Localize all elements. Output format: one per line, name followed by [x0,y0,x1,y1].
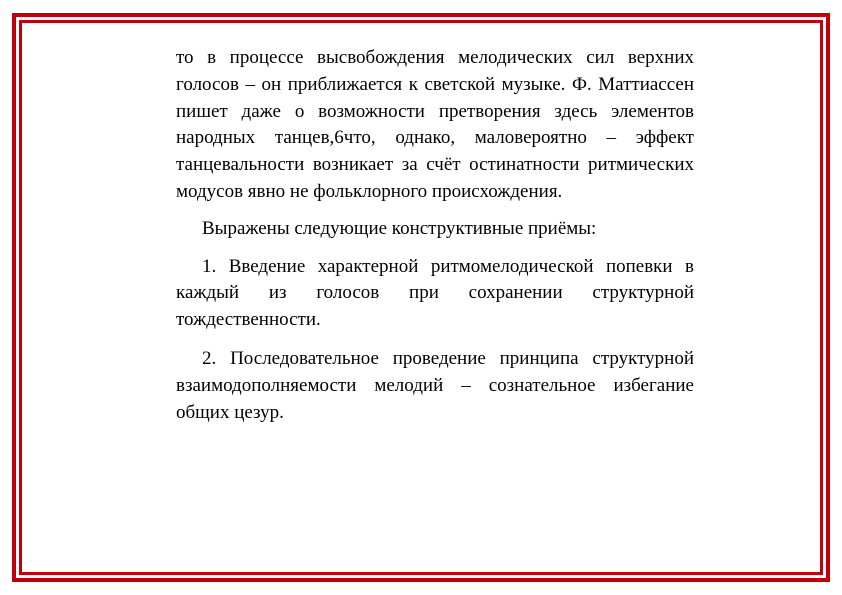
document-body [176,45,694,426]
paragraph-continuation: то в процессе высвобождения мелодических сил верхних голосов – он приближается к светской музыке. Ф. Маттиассен пишет даже о возможности претворения здесь элементов народных танцев,6что, однако, маловероятно – эффект танцевальности возникает за счёт остинатности ритмических модусов явно не фольклорного происхождения. [176,47,694,202]
list-item-technique-2: 2. Последовательное проведение принципа структурной взаимодополняемости мелодий – сознательное избегание общих цезур. [176,347,694,423]
list-item-technique-1: 1. Введение характерной ритмомелодической попевки в каждый из голосов при сохранении структурной тождественности. [176,255,694,331]
paragraph-techniques-intro: Выражены следующие конструктивные приёмы: [202,217,597,239]
